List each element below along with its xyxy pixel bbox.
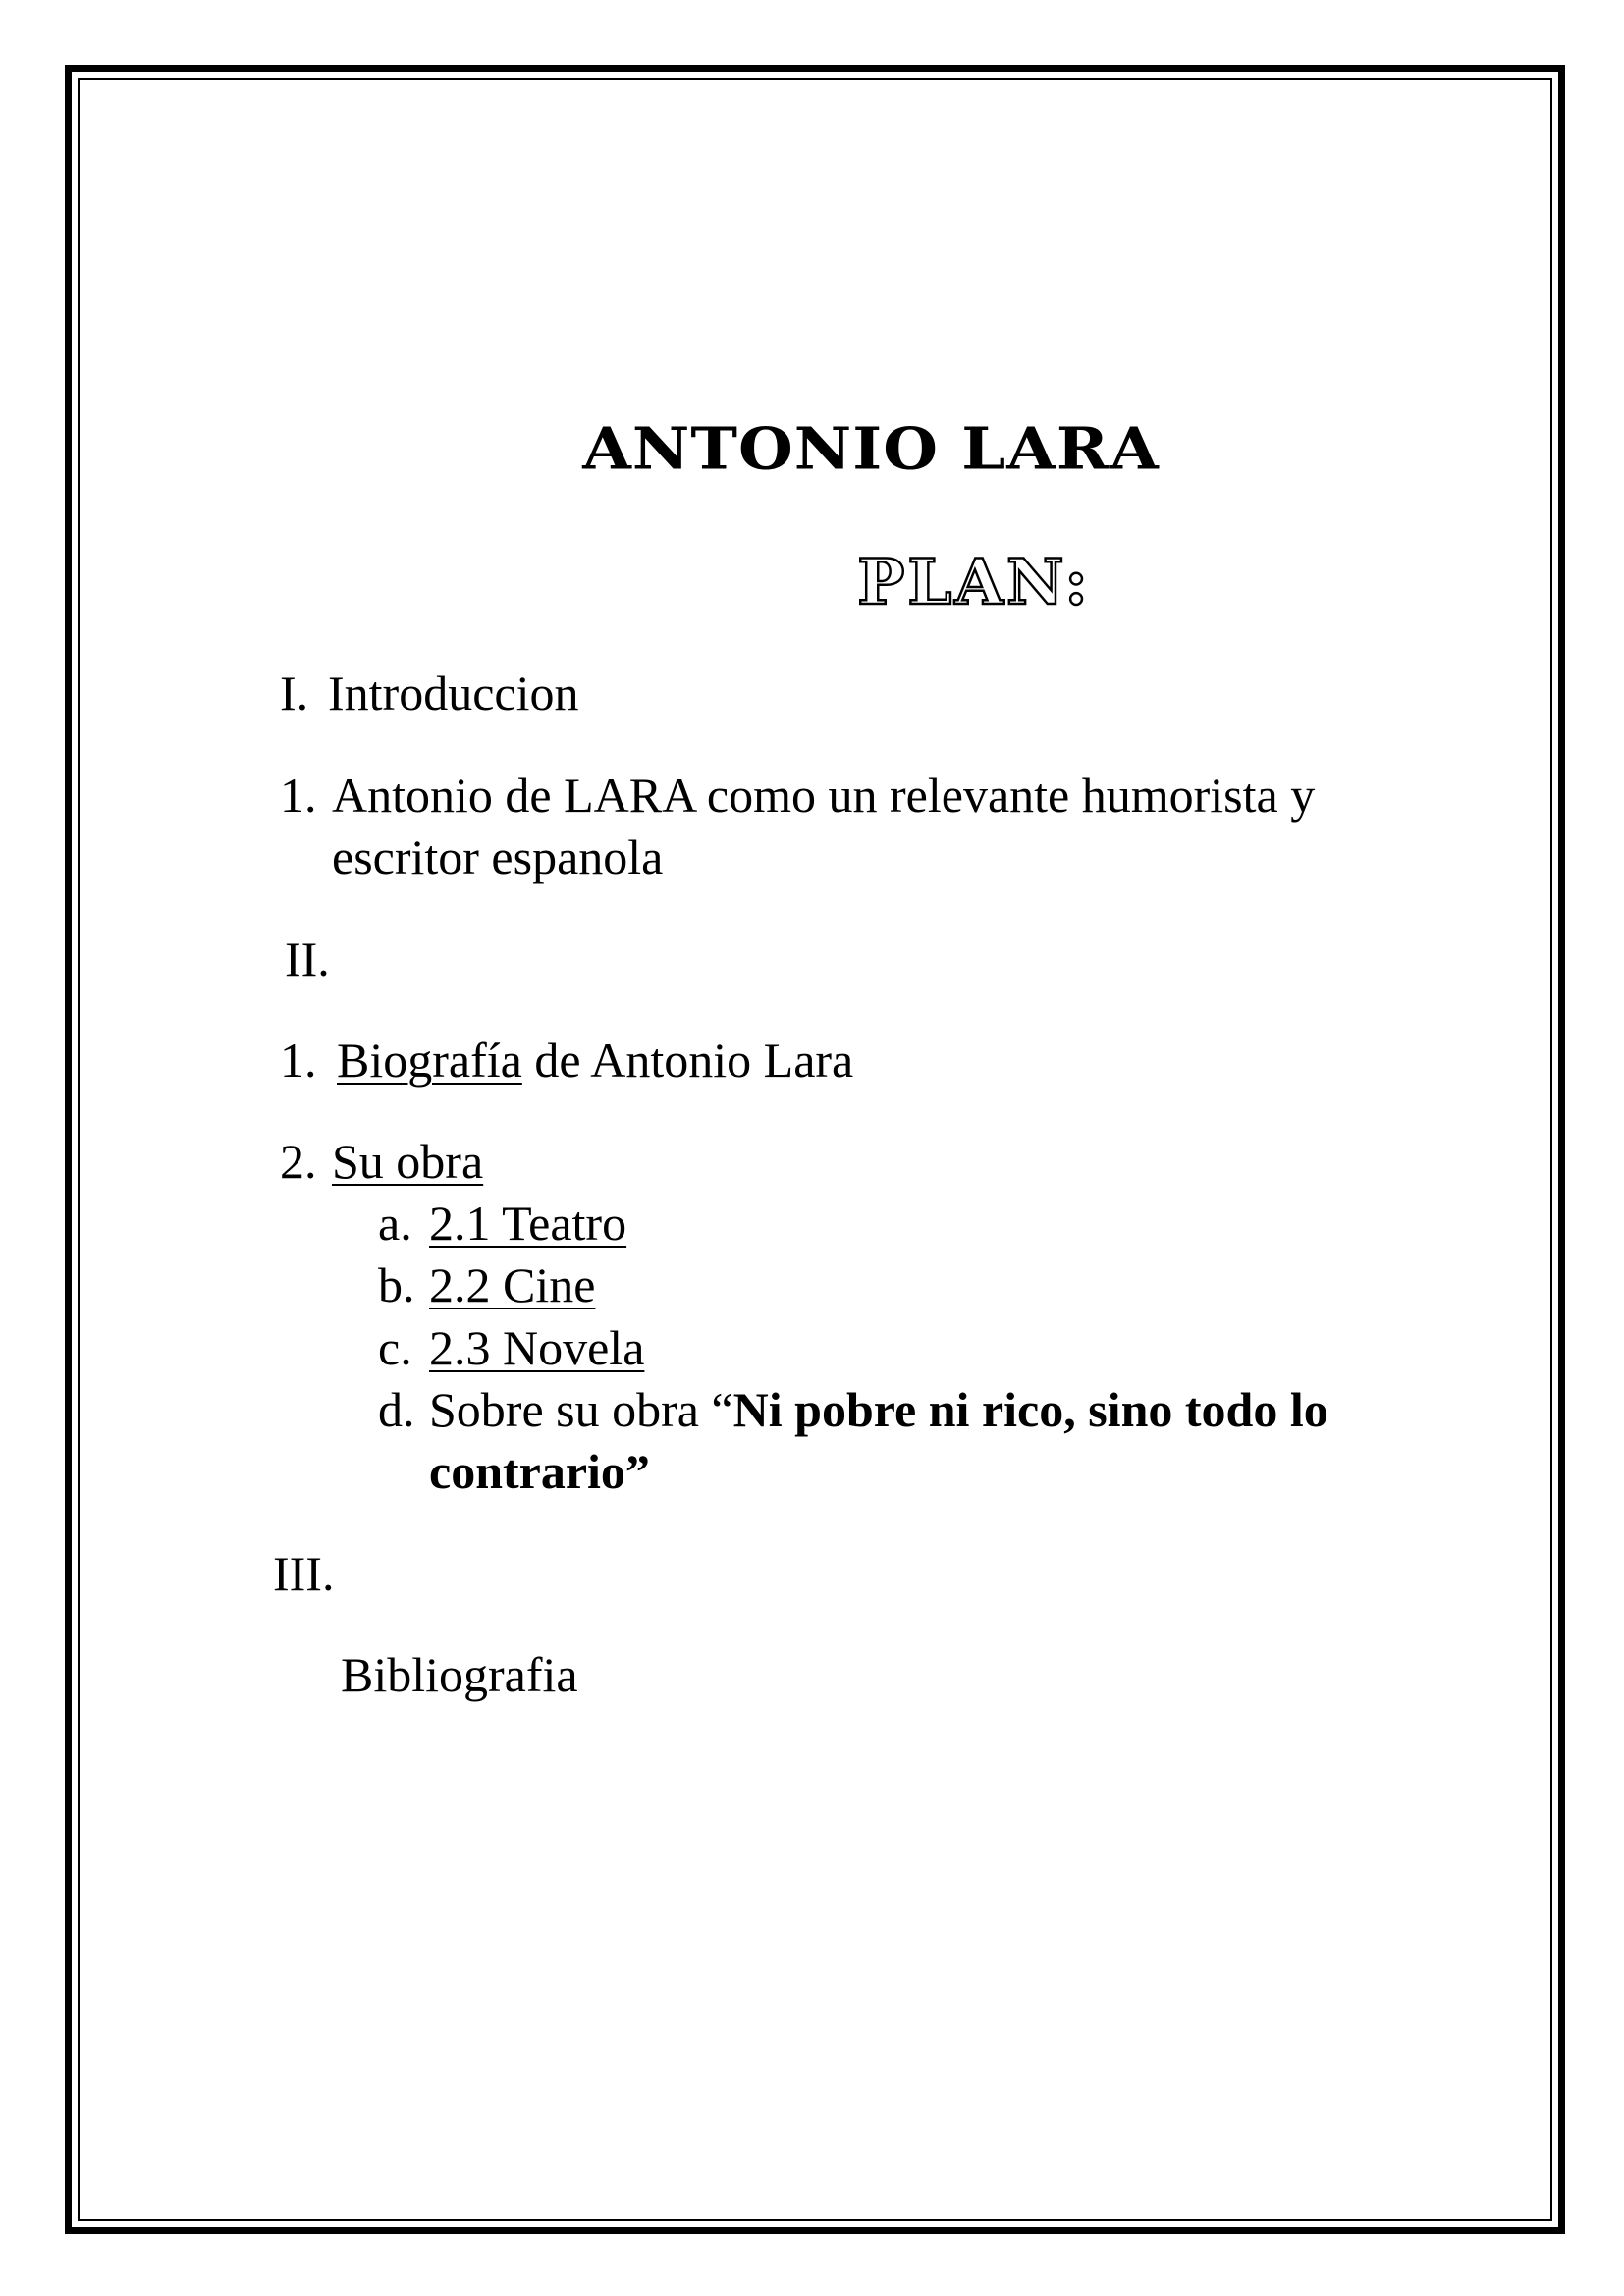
item-1-1-number: 1. <box>280 768 317 823</box>
item-1-1-line1: Antonio de LARA como un relevante humorista y <box>332 768 1316 823</box>
cine-link[interactable]: 2.2 Cine <box>429 1257 596 1312</box>
biografia-link[interactable]: Biografía <box>337 1033 522 1088</box>
section-3-numeral: III. <box>273 1546 335 1601</box>
su-obra-link[interactable]: Su obra <box>332 1134 484 1189</box>
sub-c-letter: c. <box>378 1320 412 1375</box>
sub-d-quote-line2: contrario” <box>429 1444 650 1499</box>
section-2-numeral: II. <box>285 932 330 987</box>
sub-b-letter: b. <box>378 1257 415 1312</box>
novela-link[interactable]: 2.3 Novela <box>429 1320 645 1375</box>
biografia-rest: de Antonio Lara <box>521 1033 854 1088</box>
item-1-1-line2: escritor espanola <box>332 829 664 884</box>
item-2-1-number: 1. <box>280 1033 317 1088</box>
item-2-1-text <box>337 1031 853 1090</box>
sub-a-letter: a. <box>378 1196 412 1251</box>
item-2-2-number: 2. <box>280 1134 317 1189</box>
sub-d-quote-line1: Ni pobre ni rico, sino todo lo <box>732 1382 1328 1437</box>
sub-d-line1 <box>429 1380 1328 1439</box>
document-title-text: ANTONIO LARA <box>582 415 1160 483</box>
section-1-heading: Introduccion <box>328 666 579 721</box>
sub-d-prefix: Sobre su obra “ <box>429 1382 733 1437</box>
sub-d-line2 <box>429 1442 650 1501</box>
document-title <box>0 412 1624 486</box>
section-1-numeral: I. <box>280 666 309 721</box>
bibliography-heading: Bibliografia <box>341 1647 578 1702</box>
teatro-link[interactable]: 2.1 Teatro <box>429 1196 627 1251</box>
document-subtitle: PLAN: <box>857 546 1091 619</box>
sub-d-letter: d. <box>378 1382 415 1437</box>
